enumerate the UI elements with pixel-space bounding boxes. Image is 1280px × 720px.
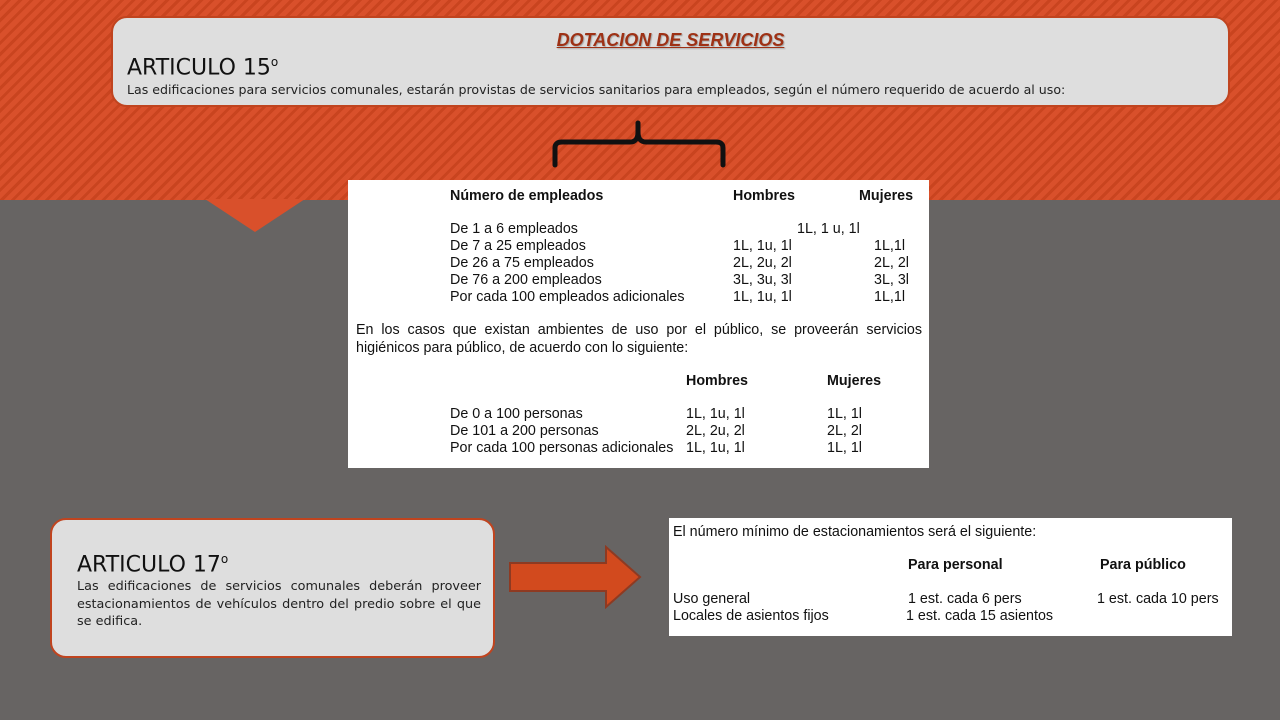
employees-sanitary-table	[348, 180, 929, 468]
parking-row-staff: 1 est. cada 15 asientos	[906, 608, 1054, 624]
public-row-label: De 101 a 200 personas	[450, 423, 599, 439]
public-row-women-value: 2L, 2l	[827, 423, 862, 439]
parking-row-label: Uso general	[673, 591, 751, 607]
row-label: De 1 a 6 empleados	[450, 221, 578, 237]
header-staff: Para personal	[908, 557, 1003, 573]
parking-table	[669, 518, 1232, 636]
row-shared-value: 1L, 1 u, 1l	[797, 221, 860, 237]
row-label: De 76 a 200 empleados	[450, 272, 602, 288]
public-row-men-value: 1L, 1u, 1l	[686, 440, 745, 456]
parking-row-label: Locales de asientos fijos	[673, 608, 829, 624]
public-header-men: Hombres	[686, 373, 748, 389]
header-women: Mujeres	[859, 188, 914, 204]
public-row-men-value: 1L, 1u, 1l	[686, 406, 745, 422]
row-women-value: 2L, 2l	[874, 255, 909, 271]
row-men-value: 1L, 1u, 1l	[733, 289, 792, 305]
row-women-value: 1L,1l	[874, 238, 906, 254]
header-public: Para público	[1100, 557, 1186, 573]
row-label: Por cada 100 empleados adicionales	[450, 289, 685, 305]
band-notch	[205, 199, 305, 232]
public-row-label: Por cada 100 personas adicionales	[450, 440, 674, 456]
public-services-paragraph: En los casos que existan ambientes de uso por el público, se proveerán servicios higiénicos para público, de acuerdo con lo siguiente:	[356, 322, 922, 356]
degree-sign: o	[270, 55, 279, 69]
right-arrow-icon	[508, 545, 642, 609]
public-header-women: Mujeres	[827, 373, 882, 389]
public-row-women-value: 1L, 1l	[827, 406, 862, 422]
article-15-text: Las edificaciones para servicios comunales, estarán provistas de servicios sanitarios para empleados, según el número requerido de acuerdo al uso:	[127, 82, 1066, 97]
parking-row-staff: 1 est. cada 6 pers	[908, 591, 1022, 607]
row-men-value: 3L, 3u, 3l	[733, 272, 792, 288]
row-label: De 26 a 75 empleados	[450, 255, 594, 271]
header-employees: Número de empleados	[450, 188, 604, 204]
row-women-value: 1L,1l	[874, 289, 906, 305]
article-15-title: ARTICULO 15$^o$	[127, 55, 279, 81]
public-row-men-value: 2L, 2u, 2l	[686, 423, 745, 439]
parking-intro: El número mínimo de estacionamientos será el siguiente:	[673, 524, 1037, 540]
row-women-value: 3L, 3l	[874, 272, 909, 288]
public-row-label: De 0 a 100 personas	[450, 406, 583, 422]
parking-row-public: 1 est. cada 10 pers	[1097, 591, 1219, 607]
bracket-connector	[550, 120, 728, 170]
article-17-title: ARTICULO 17$^o$	[77, 552, 229, 578]
row-men-value: 2L, 2u, 2l	[733, 255, 792, 271]
row-label: De 7 a 25 empleados	[450, 238, 586, 254]
article-17-text: Las edificaciones de servicios comunales deberán proveer estacionamientos de vehículos dentro del predio sobre el que se edifica.	[77, 579, 481, 629]
article-15-box	[111, 16, 1230, 107]
degree-sign: o	[220, 552, 229, 566]
slide-heading: DOTACION DE SERVICIOS	[556, 30, 785, 50]
row-men-value: 1L, 1u, 1l	[733, 238, 792, 254]
header-men: Hombres	[733, 188, 795, 204]
article-17-box	[50, 518, 495, 658]
public-row-women-value: 1L, 1l	[827, 440, 862, 456]
